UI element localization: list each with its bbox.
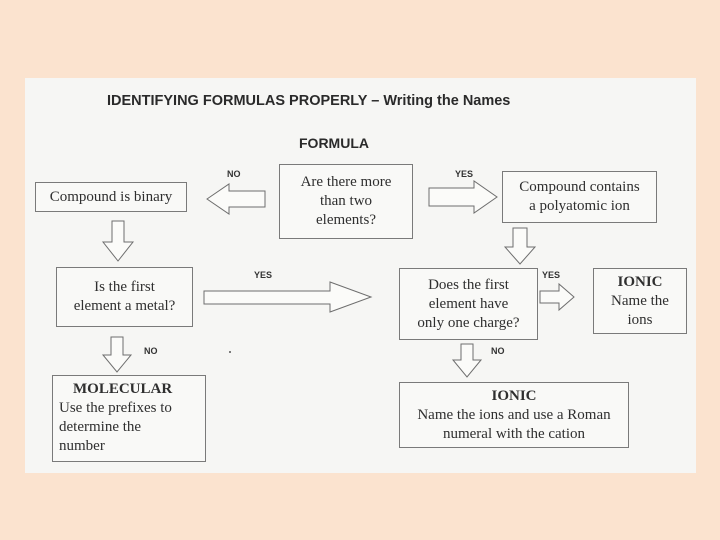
box-line: only one charge? bbox=[417, 314, 520, 331]
arrow-down-icon bbox=[103, 221, 133, 261]
box-line: Compound is binary bbox=[49, 188, 173, 205]
arrow-down-icon bbox=[453, 344, 481, 377]
box-line: numeral with the cation bbox=[442, 425, 586, 442]
arrow-right-icon bbox=[429, 181, 497, 213]
box-line: number bbox=[59, 438, 105, 454]
arrow-left-icon bbox=[207, 184, 265, 214]
label-yes-metal: YES bbox=[254, 270, 273, 280]
arrow-right-icon bbox=[540, 284, 574, 310]
box-line: Use the prefixes to bbox=[59, 400, 172, 416]
box-line: determine the bbox=[59, 419, 142, 435]
arrow-right-long-icon bbox=[204, 282, 371, 312]
box-line: Is the first bbox=[94, 279, 155, 295]
box-line: elements? bbox=[316, 212, 376, 228]
box-line: Name the ions and use a Roman bbox=[417, 406, 611, 423]
label-yes-one-charge: YES bbox=[542, 270, 561, 280]
box-line: than two bbox=[319, 193, 373, 209]
diagram-panel bbox=[25, 78, 696, 473]
formula-header: FORMULA bbox=[299, 135, 369, 151]
box-line: a polyatomic ion bbox=[529, 198, 630, 214]
box-line: Are there more bbox=[300, 174, 392, 190]
box-line: element have bbox=[428, 295, 509, 312]
label-yes-polyatomic: YES bbox=[455, 169, 474, 179]
box-line: Does the first bbox=[428, 276, 509, 293]
box-line: Compound contains bbox=[519, 179, 640, 195]
box-heading: MOLECULAR bbox=[73, 381, 173, 397]
box-heading: IONIC bbox=[617, 273, 663, 290]
box-heading: IONIC bbox=[491, 387, 537, 404]
label-no-binary: NO bbox=[227, 169, 241, 179]
label-no-molecular: NO bbox=[144, 346, 158, 356]
box-line: ions bbox=[627, 311, 653, 328]
box-line: Name the bbox=[611, 292, 669, 309]
label-no-roman: NO bbox=[491, 346, 505, 356]
diagram-title: IDENTIFYING FORMULAS PROPERLY – Writing the Names bbox=[107, 93, 511, 109]
box-line: element a metal? bbox=[73, 298, 176, 314]
arrow-down-icon bbox=[103, 337, 131, 372]
arrow-down-icon bbox=[505, 228, 535, 264]
arrows-layer bbox=[25, 78, 696, 473]
